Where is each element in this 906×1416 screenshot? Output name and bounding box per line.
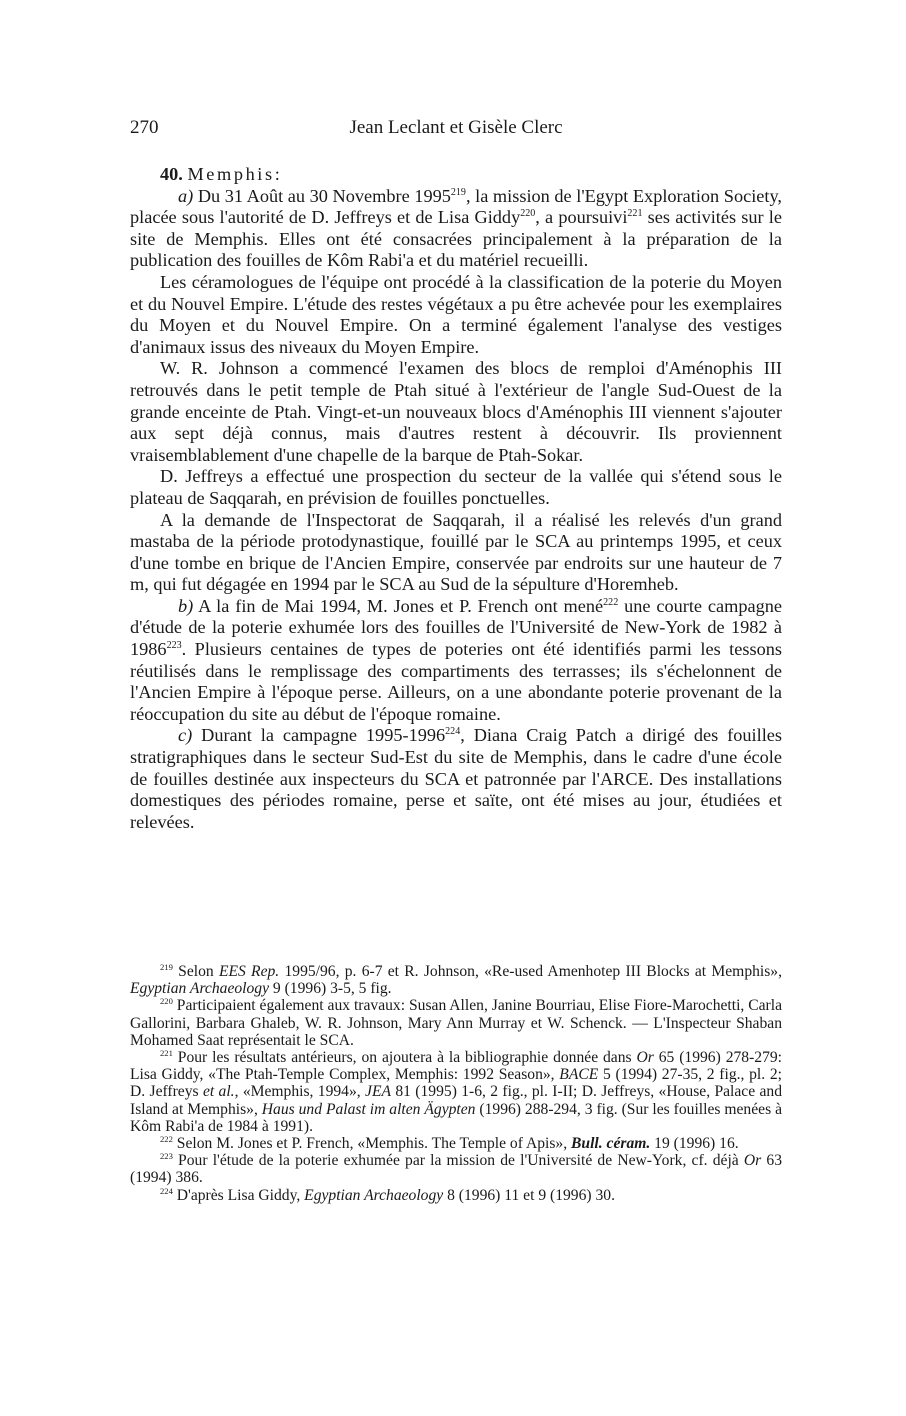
footnote-ref[interactable]: 221 [627, 208, 643, 220]
footnote-number: 224 [160, 1185, 173, 1196]
footnote-ref[interactable]: 223 [166, 639, 182, 651]
footnote-221: $^{221}$ Pour les résultats antérieurs, on ajoutera à la bibliographie donnée dans Or 65 (1996) 278-279: Lisa Giddy, «The Ptah-Temple Complex, Memphis: 1992 Season», BACE 5 (1994) 27-35, 2 fig., pl. 2; D. Jeffreys et al., «Memphis, 1994», JEA 81 (1995) 1-6, 2 fig., pl. I-II; D. Jeffreys, «House, Palace and Island at Memphis», Haus und Palast im alten Ägypten (1996) 288-294, 3 fig. (Sur les fouilles menées à Kôm Rabi'a de 1984 à 1991). [130, 1047, 783, 1135]
footnote-224: $^{224}$ D'après Lisa Giddy, Egyptian Archaeology 8 (1996) 11 et 9 (1996) 30. [160, 1185, 615, 1204]
subsection-label: c) [178, 725, 193, 746]
footnotes [130, 963, 782, 1204]
paragraph-a: a) Du 31 Août au 30 Novembre 1995$^{219}$, la mission de l'Egypt Exploration Society, placée sous l'autorité de D. Jeffreys et de Lisa Giddy$^{220}$, a poursuivi$^{221}$ ses activités sur le site de Memphis. Elles ont été consacrées principalement à la préparation de la publication des fouilles de Kôm Rabi'a et du matériel recueilli. [130, 185, 783, 271]
footnote-ref[interactable]: 222 [603, 596, 619, 608]
footnote-number: 222 [160, 1133, 173, 1144]
main-text [130, 164, 782, 833]
footnote-222: $^{222}$ Selon M. Jones et P. French, «Memphis. The Temple of Apis», Bull. céram. 19 (1996) 16. [160, 1133, 739, 1153]
running-head: Jean Leclant et Gisèle Clerc [349, 117, 563, 138]
section-heading [130, 164, 782, 186]
section-place: Memphis: [187, 164, 283, 184]
footnote-ref[interactable]: 224 [445, 726, 461, 738]
paragraph: W. R. Johnson a commencé l'examen des blocs de remploi d'Aménophis III retrouvés dans le petit temple de Ptah situé à l'extérieur de l'angle Sud-Ouest de la grande enceinte de Ptah. Vingt-et-un nouveaux blocs d'Aménophis III viennent s'ajouter aux sept déjà connus, mais d'autres restent à découvrir. Ils proviennent vraisemblablement d'une chapelle de la barque de Ptah-Sokar. [130, 358, 782, 465]
paragraph: Les céramologues de l'équipe ont procédé à la classification de la poterie du Moyen et du Nouvel Empire. L'étude des restes végétaux a pu être achevée pour les exemplaires du Moyen et du Nouvel Empire. On a terminé également l'analyse des vestiges d'animaux issus des niveaux du Moyen Empire. [130, 271, 782, 357]
paragraph-c: c) Durant la campagne 1995-1996$^{224}$, Diana Craig Patch a dirigé des fouilles stratigraphiques dans le secteur Sud-Est du site de Memphis, dans le cadre d'une école de fouilles destinée aux inspecteurs du SCA et patronnée par l'ARCE. Des installations domestiques des périodes romaine, perse et saïte, ont été mises au jour, étudiées et relevées. [130, 725, 783, 832]
page-number: 270 [130, 117, 159, 138]
page-header [130, 116, 782, 140]
section-number: 40. [160, 164, 183, 184]
paragraph-b: b) A la fin de Mai 1994, M. Jones et P. French ont mené$^{222}$ une courte campagne d'étude de la poterie exhumée lors des fouilles de l'Université de New-York de 1982 à 1986$^{223}$. Plusieurs centaines de types de poteries ont été identifiés parmi les tessons réutilisés dans le remplissage des compartiments des terrasses; ils s'échelonnent de l'Ancien Empire à l'époque perse. Ailleurs, on a une abondante poterie provenant de la réoccupation du site au début de l'époque romaine. [130, 595, 782, 724]
footnote-ref[interactable]: 219 [450, 186, 466, 198]
footnote-ref[interactable]: 220 [520, 208, 536, 220]
footnote-223: $^{223}$ Pour l'étude de la poterie exhumée par la mission de l'Université de New-York, cf. déjà Or 63 (1994) 386. [130, 1151, 782, 1187]
subsection-label: a) [178, 185, 194, 206]
subsection-label: b) [178, 595, 194, 616]
footnote-number: 219 [160, 961, 173, 972]
footnote-number: 223 [160, 1151, 173, 1162]
paragraph: D. Jeffreys a effectué une prospection du secteur de la vallée qui s'étend sous le plateau de Saqqarah, en prévision de fouilles ponctuelles. [130, 466, 782, 508]
footnote-number: 220 [160, 996, 173, 1007]
footnote-219: $^{219}$ Selon EES Rep. 1995/96, p. 6-7 et R. Johnson, «Re-used Amenhotep III Blocks at Memphis», Egyptian Archaeology 9 (1996) 3-5, 5 fig. [130, 961, 783, 998]
footnote-number: 221 [160, 1047, 173, 1058]
footnote-220: $^{220}$ Participaient également aux travaux: Susan Allen, Janine Bourriau, Elise Fiore-Marochetti, Carla Gallorini, Barbara Ghaleb, W. R. Johnson, Mary Ann Murray et W. Schenck. — L'Inspecteur Shaban Mohamed Saat représentait le SCA. [130, 996, 782, 1049]
paragraph: A la demande de l'Inspectorat de Saqqarah, il a réalisé les relevés d'un grand mastaba de la période protodynastique, fouillé par le SCA au printemps 1995, et ceux d'une tombe en brique de l'Ancien Empire, conservée par endroits sur une hauteur de 7 m, qui fut dégagée en 1994 par le SCA au Sud de la sépulture d'Horemheb. [130, 509, 782, 595]
